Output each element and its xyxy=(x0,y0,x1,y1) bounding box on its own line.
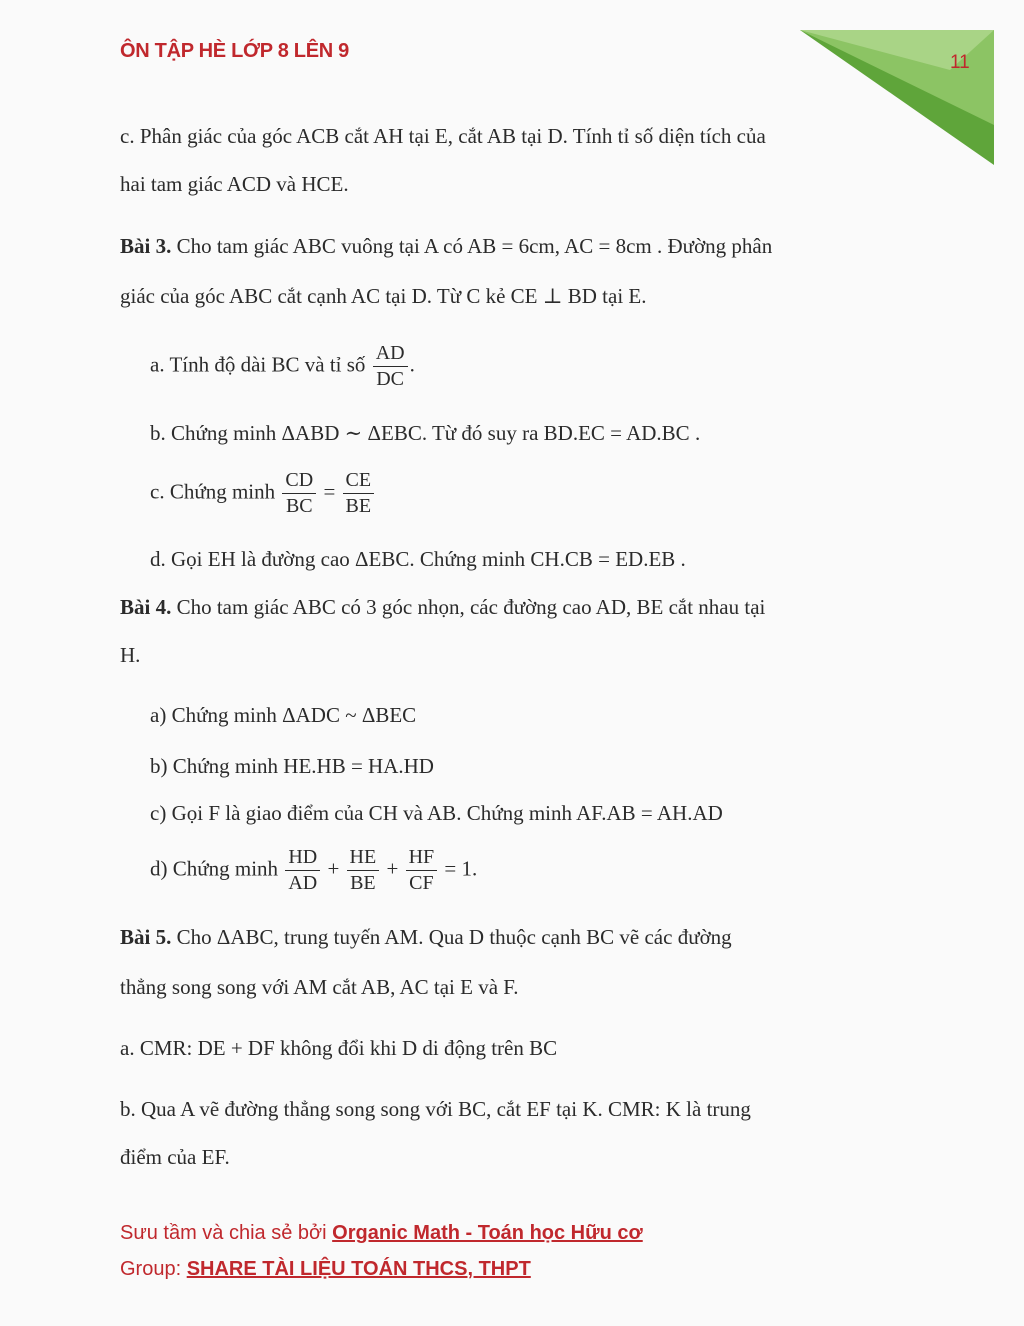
exercise-3-label: Bài 3. xyxy=(120,234,172,258)
text-line: c. Phân giác của góc ACB cắt AH tại E, cắt AB tại D. Tính tỉ số diện tích của xyxy=(120,124,766,148)
exercise-4a: a) Chứng minh ΔADC ~ ΔBEC xyxy=(150,703,417,727)
page-number: 11 xyxy=(950,52,970,73)
credit-prefix: Sưu tầm và chia sẻ bởi xyxy=(120,1222,333,1244)
footer-credit xyxy=(120,1222,643,1245)
exercise-3-intro xyxy=(120,234,772,259)
plus-sign: + xyxy=(322,856,345,881)
exercise-5a: a. CMR: DE + DF không đổi khi D di động trên BC xyxy=(120,1036,558,1060)
document-header-title: ÔN TẬP HÈ LỚP 8 LÊN 9 xyxy=(120,40,349,62)
text-line: hai tam giác ACD và HCE. xyxy=(120,172,349,196)
item-text: = 1. xyxy=(439,856,478,881)
exercise-3b: b. Chứng minh ΔABD ∼ ΔEBC. Từ đó suy ra BD.EC = AD.BC . xyxy=(150,421,701,445)
fraction-ad-dc xyxy=(373,342,408,391)
fraction-numerator: AD xyxy=(373,342,408,367)
exercise-4-intro xyxy=(120,595,765,620)
item-text: . xyxy=(409,352,415,377)
plus-sign: + xyxy=(381,856,404,881)
fraction-ce-be xyxy=(343,469,375,518)
exercise-4-label: Bài 4. xyxy=(120,595,172,619)
fraction-cd-bc xyxy=(282,469,316,518)
exercise-3d: d. Gọi EH là đường cao ΔEBC. Chứng minh CH.CB = ED.EB . xyxy=(150,547,686,571)
exercise-5b: b. Qua A vẽ đường thẳng song song với BC, cắt EF tại K. CMR: K là trung xyxy=(120,1097,751,1121)
item-text: a. Tính độ dài BC và tỉ số xyxy=(150,352,371,377)
fraction-numerator: HE xyxy=(347,846,380,871)
equals-sign: = xyxy=(318,479,341,504)
exercise-5-intro xyxy=(120,925,732,950)
fraction-numerator: CD xyxy=(282,469,316,494)
fraction-numerator: CE xyxy=(343,469,375,494)
item-text: d) Chứng minh xyxy=(150,856,284,881)
exercise-4d xyxy=(150,846,477,895)
text-line: H. xyxy=(120,643,141,667)
fraction-denominator: DC xyxy=(376,368,405,390)
exercise-3-text: Cho tam giác ABC vuông tại A có AB = 6cm, AC = 8cm . Đường phân xyxy=(171,234,773,258)
exercise-3c xyxy=(150,469,376,518)
organic-math-link[interactable]: Organic Math - Toán học Hữu cơ xyxy=(332,1222,643,1244)
corner-decoration xyxy=(800,30,994,165)
fraction-numerator: HF xyxy=(406,846,438,871)
exercise-4c: c) Gọi F là giao điểm của CH và AB. Chứng minh AF.AB = AH.AD xyxy=(150,801,723,825)
fraction-hd-ad xyxy=(285,846,320,895)
fraction-hf-cf xyxy=(406,846,438,895)
share-group-link[interactable]: SHARE TÀI LIỆU TOÁN THCS, THPT xyxy=(186,1258,531,1280)
fraction-denominator: BE xyxy=(345,495,372,517)
exercise-5-label: Bài 5. xyxy=(120,925,172,949)
fraction-denominator: CF xyxy=(409,872,434,894)
exercise-4-text: Cho tam giác ABC có 3 góc nhọn, các đường cao AD, BE cắt nhau tại xyxy=(171,595,766,619)
footer-group xyxy=(120,1258,531,1281)
fraction-numerator: HD xyxy=(285,846,320,871)
text-line: giác của góc ABC cắt cạnh AC tại D. Từ C kẻ CE ⊥ BD tại E. xyxy=(120,284,647,308)
text-line: điểm của EF. xyxy=(120,1145,230,1169)
group-prefix: Group: xyxy=(120,1258,187,1280)
exercise-3a xyxy=(150,342,415,391)
fraction-he-be xyxy=(347,846,380,895)
exercise-4b: b) Chứng minh HE.HB = HA.HD xyxy=(150,754,434,778)
fraction-denominator: AD xyxy=(288,872,318,894)
item-text: c. Chứng minh xyxy=(150,479,281,504)
fraction-denominator: BC xyxy=(285,495,313,517)
fraction-denominator: BE xyxy=(350,872,376,894)
exercise-5-text: Cho ΔABC, trung tuyến AM. Qua D thuộc cạnh BC vẽ các đường xyxy=(171,925,732,949)
text-line: thẳng song song với AM cắt AB, AC tại E và F. xyxy=(120,975,519,999)
